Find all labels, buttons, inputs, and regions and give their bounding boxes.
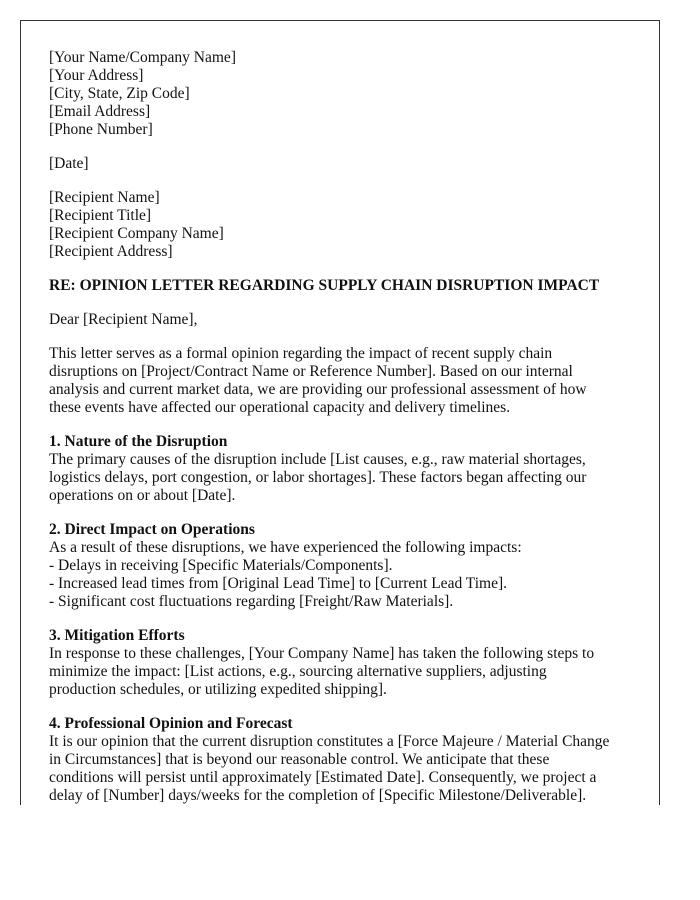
section-line: - Delays in receiving [Specific Materials/Components]. xyxy=(49,557,393,574)
recipient-line: [Recipient Address] xyxy=(49,243,173,260)
sender-line: [Your Name/Company Name] xyxy=(49,49,236,66)
sender-line: [Email Address] xyxy=(49,103,151,120)
section-line: conditions will persist until approximately [Estimated Date]. Consequently, we project a xyxy=(49,769,597,786)
sender-line: [Phone Number] xyxy=(49,121,153,138)
recipient-line: [Recipient Title] xyxy=(49,207,152,224)
section-heading: 1. Nature of the Disruption xyxy=(49,433,228,450)
section-line: minimize the impact: [List actions, e.g., sourcing alternative suppliers, adjusting xyxy=(49,663,547,680)
salutation: Dear [Recipient Name], xyxy=(49,311,198,328)
section-line: in Circumstances] that is beyond our reasonable control. We anticipate that these xyxy=(49,751,550,768)
section-line: The primary causes of the disruption include [List causes, e.g., raw material shortages, xyxy=(49,451,586,468)
section-line: production schedules, or utilizing expedited shipping]. xyxy=(49,681,387,698)
intro-line: these events have affected our operational capacity and delivery timelines. xyxy=(49,399,511,416)
recipient-address xyxy=(49,189,639,261)
section-opinion xyxy=(49,715,639,805)
section-line: - Significant cost fluctuations regarding [Freight/Raw Materials]. xyxy=(49,593,454,610)
section-line: logistics delays, port congestion, or labor shortages]. These factors began affecting our xyxy=(49,469,587,486)
intro-line: This letter serves as a formal opinion regarding the impact of recent supply chain xyxy=(49,345,553,362)
section-line: operations on or about [Date]. xyxy=(49,487,236,504)
section-line: In response to these challenges, [Your Company Name] has taken the following steps to xyxy=(49,645,595,662)
sender-line: [Your Address] xyxy=(49,67,144,84)
section-line: As a result of these disruptions, we have experienced the following impacts: xyxy=(49,539,522,556)
intro-line: disruptions on [Project/Contract Name or Reference Number]. Based on our internal xyxy=(49,363,573,380)
sender-line: [City, State, Zip Code] xyxy=(49,85,190,102)
section-line: - Increased lead times from [Original Lead Time] to [Current Lead Time]. xyxy=(49,575,507,592)
recipient-line: [Recipient Name] xyxy=(49,189,160,206)
section-heading: 2. Direct Impact on Operations xyxy=(49,521,255,538)
section-line: delay of [Number] days/weeks for the completion of [Specific Milestone/Deliverable]. xyxy=(49,787,587,804)
sender-address xyxy=(49,49,639,139)
section-line: It is our opinion that the current disruption constitutes a [Force Majeure / Material Change xyxy=(49,733,610,750)
subject-line: RE: OPINION LETTER REGARDING SUPPLY CHAIN DISRUPTION IMPACT xyxy=(49,277,600,294)
letter-page xyxy=(20,20,660,805)
section-mitigation xyxy=(49,627,639,699)
section-heading: 4. Professional Opinion and Forecast xyxy=(49,715,293,732)
letter-date: [Date] xyxy=(49,155,89,172)
section-impact xyxy=(49,521,639,611)
section-nature xyxy=(49,433,639,505)
intro-paragraph xyxy=(49,345,639,417)
recipient-line: [Recipient Company Name] xyxy=(49,225,224,242)
intro-line: analysis and current market data, we are providing our professional assessment of how xyxy=(49,381,587,398)
section-heading: 3. Mitigation Efforts xyxy=(49,627,185,644)
